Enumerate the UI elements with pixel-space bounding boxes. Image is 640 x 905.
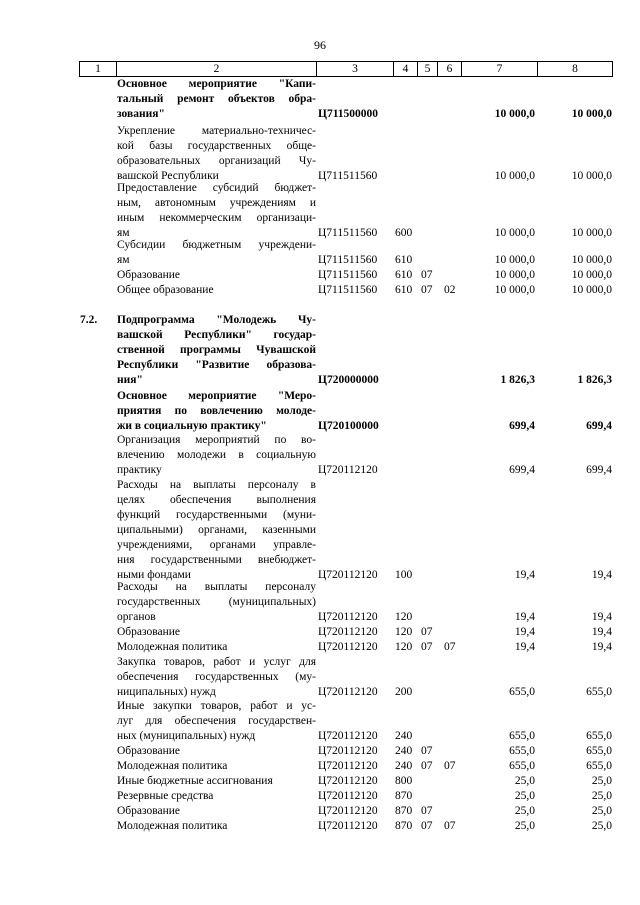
cell-c4: 120: [395, 626, 413, 638]
row-name: [117, 389, 316, 434]
row-name-line: ниципальных) нужд: [117, 686, 216, 698]
table-row: [0, 655, 640, 700]
row-name-line: приятия по вовлечению молоде-: [117, 405, 316, 417]
cell-c5: 07: [421, 745, 433, 757]
table-row: [0, 238, 640, 268]
row-name-line: ципальными) органами, казенными: [117, 524, 316, 536]
cell-c3: Ц720112120: [318, 760, 378, 772]
row-name-line: вашской Республики: [117, 170, 219, 182]
row-name-line: ным, автономным учреждениям и: [117, 197, 316, 209]
cell-c3: Ц711511560: [318, 254, 378, 266]
cell-c8: 699,4: [586, 420, 612, 432]
row-name: [117, 478, 316, 583]
cell-c7: 655,0: [509, 686, 535, 698]
cell-c5: 07: [421, 641, 433, 653]
row-name-line: ям: [117, 227, 130, 239]
table-row: [0, 789, 640, 804]
cell-c8: 19,4: [591, 641, 612, 653]
cell-c3: Ц720100000: [318, 420, 379, 432]
row-name: [117, 804, 316, 819]
row-name-line: жи в социальную практику": [117, 420, 267, 432]
table-row: [0, 124, 640, 184]
cell-c6: 07: [444, 820, 456, 832]
row-name-line: Образование: [117, 745, 181, 757]
cell-c3: Ц720112120: [318, 686, 378, 698]
table-row: [0, 433, 640, 478]
cell-c7: 10 000,0: [494, 227, 535, 239]
column-header-7: 7: [462, 62, 538, 77]
row-name-line: Образование: [117, 626, 181, 638]
cell-c8: 655,0: [586, 760, 612, 772]
cell-c5: 07: [421, 805, 433, 817]
cell-c8: 19,4: [591, 611, 612, 623]
cell-c4: 240: [395, 730, 413, 742]
cell-c5: 07: [421, 284, 433, 296]
row-name: [117, 774, 316, 789]
row-name-line: обеспечения государственных (му-: [117, 671, 316, 683]
cell-c7: 10 000,0: [494, 269, 535, 281]
column-header-3: 3: [317, 62, 394, 77]
cell-c8: 655,0: [586, 686, 612, 698]
cell-c4: 870: [395, 790, 413, 802]
cell-c6: 07: [444, 641, 456, 653]
table-row: [0, 313, 640, 388]
cell-c4: 800: [395, 775, 413, 787]
row-name: [117, 640, 316, 655]
column-header-4: 4: [394, 62, 418, 77]
cell-c4: 870: [395, 805, 413, 817]
row-name-line: образовательных организаций Чу-: [117, 155, 316, 167]
table-row: [0, 181, 640, 241]
cell-c6: 07: [444, 760, 456, 772]
cell-c3: Ц720112120: [318, 730, 378, 742]
table-row: [0, 774, 640, 789]
row-name-line: иным некоммерческим организаци-: [117, 212, 316, 224]
cell-c8: 25,0: [591, 805, 612, 817]
cell-c8: 655,0: [586, 745, 612, 757]
row-name-line: Иные закупки товаров, работ и ус-: [117, 700, 316, 712]
cell-c7: 25,0: [514, 775, 535, 787]
cell-c7: 1 826,3: [500, 374, 535, 386]
row-name-line: Предоставление субсидий бюджет-: [117, 182, 316, 194]
cell-c6: 02: [444, 284, 456, 296]
row-name-line: Образование: [117, 805, 181, 817]
cell-c7: 25,0: [514, 820, 535, 832]
row-name-line: Расходы на выплаты персоналу: [117, 581, 316, 593]
row-name: [117, 268, 316, 283]
cell-c8: 699,4: [586, 464, 612, 476]
cell-c7: 10 000,0: [494, 284, 535, 296]
row-name-line: Организация мероприятий по во-: [117, 434, 316, 446]
cell-c5: 07: [421, 760, 433, 772]
cell-c3: Ц711511560: [318, 227, 378, 239]
table-row: [0, 580, 640, 625]
cell-c3: Ц720112120: [318, 626, 378, 638]
row-name: [117, 77, 316, 122]
cell-c4: 200: [395, 686, 413, 698]
cell-c5: 07: [421, 820, 433, 832]
row-name-line: кой базы государственных обще-: [117, 140, 316, 152]
row-name-line: Образование: [117, 269, 181, 281]
table-row: [0, 77, 640, 122]
column-header-2: 2: [117, 62, 317, 77]
cell-c3: Ц720112120: [318, 641, 378, 653]
cell-c8: 10 000,0: [571, 254, 612, 266]
cell-c7: 655,0: [509, 760, 535, 772]
row-name-line: Молодежная политика: [117, 641, 228, 653]
cell-c8: 1 826,3: [577, 374, 612, 386]
cell-c3: Ц711511560: [318, 269, 378, 281]
cell-c4: 240: [395, 760, 413, 772]
cell-c8: 25,0: [591, 790, 612, 802]
row-name: [117, 181, 316, 241]
row-name: [117, 744, 316, 759]
cell-c3: Ц720112120: [318, 790, 378, 802]
cell-c8: 10 000,0: [571, 284, 612, 296]
cell-c8: 655,0: [586, 730, 612, 742]
cell-c4: 120: [395, 611, 413, 623]
row-name-line: луг для обеспечения государствен-: [117, 715, 316, 727]
cell-c7: 25,0: [514, 790, 535, 802]
cell-c7: 19,4: [514, 626, 535, 638]
cell-c7: 655,0: [509, 730, 535, 742]
table-row: [0, 625, 640, 640]
cell-c4: 240: [395, 745, 413, 757]
page-number: 96: [314, 38, 326, 52]
cell-c4: 120: [395, 641, 413, 653]
table-row: [0, 283, 640, 298]
cell-c8: 25,0: [591, 775, 612, 787]
table-row: [0, 819, 640, 834]
row-name-line: ственной программы Чувашской: [117, 344, 316, 356]
cell-c4: 610: [395, 284, 413, 296]
cell-c8: 19,4: [591, 626, 612, 638]
row-name-line: Молодежная политика: [117, 820, 228, 832]
row-name: [117, 580, 316, 625]
cell-c7: 699,4: [509, 464, 535, 476]
row-name: [117, 625, 316, 640]
column-header-5: 5: [418, 62, 438, 77]
table-row: [0, 268, 640, 283]
cell-c7: 19,4: [514, 569, 535, 581]
cell-c3: Ц720112120: [318, 464, 378, 476]
column-header-1: 1: [80, 62, 117, 77]
row-name: [117, 655, 316, 700]
row-name: [117, 789, 316, 804]
cell-c4: 610: [395, 254, 413, 266]
row-name-line: ям: [117, 254, 130, 266]
row-name-line: ных (муниципальных) нужд: [117, 730, 256, 742]
cell-c5: 07: [421, 626, 433, 638]
cell-c3: Ц720112120: [318, 805, 378, 817]
cell-c3: Ц720000000: [318, 374, 379, 386]
cell-c4: 610: [395, 269, 413, 281]
row-name: [117, 313, 316, 388]
table-row: [0, 478, 640, 583]
row-name-line: влечению молодежи в социальную: [117, 449, 316, 461]
row-name: [117, 699, 316, 744]
cell-c4: 100: [395, 569, 413, 581]
cell-c7: 19,4: [514, 641, 535, 653]
cell-c8: 10 000,0: [571, 227, 612, 239]
table-row: [0, 744, 640, 759]
row-name-line: учреждениями, органами управле-: [117, 539, 316, 551]
row-name-line: Закупка товаров, работ и услуг для: [117, 656, 316, 668]
cell-c4: 600: [395, 227, 413, 239]
cell-c8: 10 000,0: [571, 108, 612, 120]
table-row: [0, 804, 640, 819]
row-name-line: ными фондами: [117, 569, 191, 581]
cell-c3: Ц711500000: [318, 108, 379, 120]
cell-c8: 10 000,0: [571, 269, 612, 281]
row-name-line: Укрепление материально-техничес-: [117, 125, 316, 137]
row-name: [117, 433, 316, 478]
cell-c7: 10 000,0: [494, 108, 535, 120]
table-row: [0, 699, 640, 744]
row-name-line: Республики "Развитие образова-: [117, 359, 316, 371]
cell-c8: 10 000,0: [571, 170, 612, 182]
row-name-line: Иные бюджетные ассигнования: [117, 775, 273, 787]
column-header-8: 8: [538, 62, 613, 77]
row-name-line: практику: [117, 464, 162, 476]
cell-c3: Ц720112120: [318, 820, 378, 832]
row-name-line: целях обеспечения выполнения: [117, 494, 316, 506]
row-name-line: вашской Республики" государ-: [117, 329, 316, 341]
cell-c3: Ц720112120: [318, 775, 378, 787]
row-number: 7.2.: [80, 314, 98, 326]
cell-c8: 25,0: [591, 820, 612, 832]
column-header-6: 6: [438, 62, 462, 77]
cell-c5: 07: [421, 269, 433, 281]
cell-c8: 19,4: [591, 569, 612, 581]
row-name: [117, 819, 316, 834]
cell-c3: Ц720112120: [318, 611, 378, 623]
cell-c7: 699,4: [509, 420, 535, 432]
row-name-line: Основное мероприятие "Меро-: [117, 390, 316, 402]
row-name-line: тальный ремонт объектов обра-: [117, 93, 316, 105]
row-name-line: Основное мероприятие "Капи-: [117, 78, 316, 90]
row-name: [117, 238, 316, 268]
cell-c4: 870: [395, 820, 413, 832]
row-name-line: Подпрограмма "Молодежь Чу-: [117, 314, 316, 326]
cell-c7: 655,0: [509, 745, 535, 757]
row-name-line: Молодежная политика: [117, 760, 228, 772]
row-name-line: Резервные средства: [117, 790, 214, 802]
cell-c7: 10 000,0: [494, 254, 535, 266]
cell-c7: 10 000,0: [494, 170, 535, 182]
cell-c3: Ц720112120: [318, 745, 378, 757]
row-name: [117, 283, 316, 298]
row-name-line: ния": [117, 374, 143, 386]
cell-c3: Ц711511560: [318, 170, 378, 182]
cell-c3: Ц711511560: [318, 284, 378, 296]
column-header-row: [79, 61, 613, 77]
row-name-line: государственных (муниципальных): [117, 596, 316, 608]
row-name: [117, 124, 316, 184]
table-row: [0, 389, 640, 434]
table-row: [0, 640, 640, 655]
table-row: [0, 759, 640, 774]
row-name-line: органов: [117, 611, 156, 623]
row-name-line: Субсидии бюджетным учреждени-: [117, 239, 316, 251]
row-name-line: Общее образование: [117, 284, 214, 296]
row-name-line: Расходы на выплаты персоналу в: [117, 479, 316, 491]
row-name-line: зования": [117, 108, 165, 120]
row-name: [117, 759, 316, 774]
row-name-line: функций государственными (муни-: [117, 509, 316, 521]
cell-c7: 25,0: [514, 805, 535, 817]
cell-c7: 19,4: [514, 611, 535, 623]
cell-c3: Ц720112120: [318, 569, 378, 581]
row-name-line: ния государственными внебюджет-: [117, 554, 316, 566]
